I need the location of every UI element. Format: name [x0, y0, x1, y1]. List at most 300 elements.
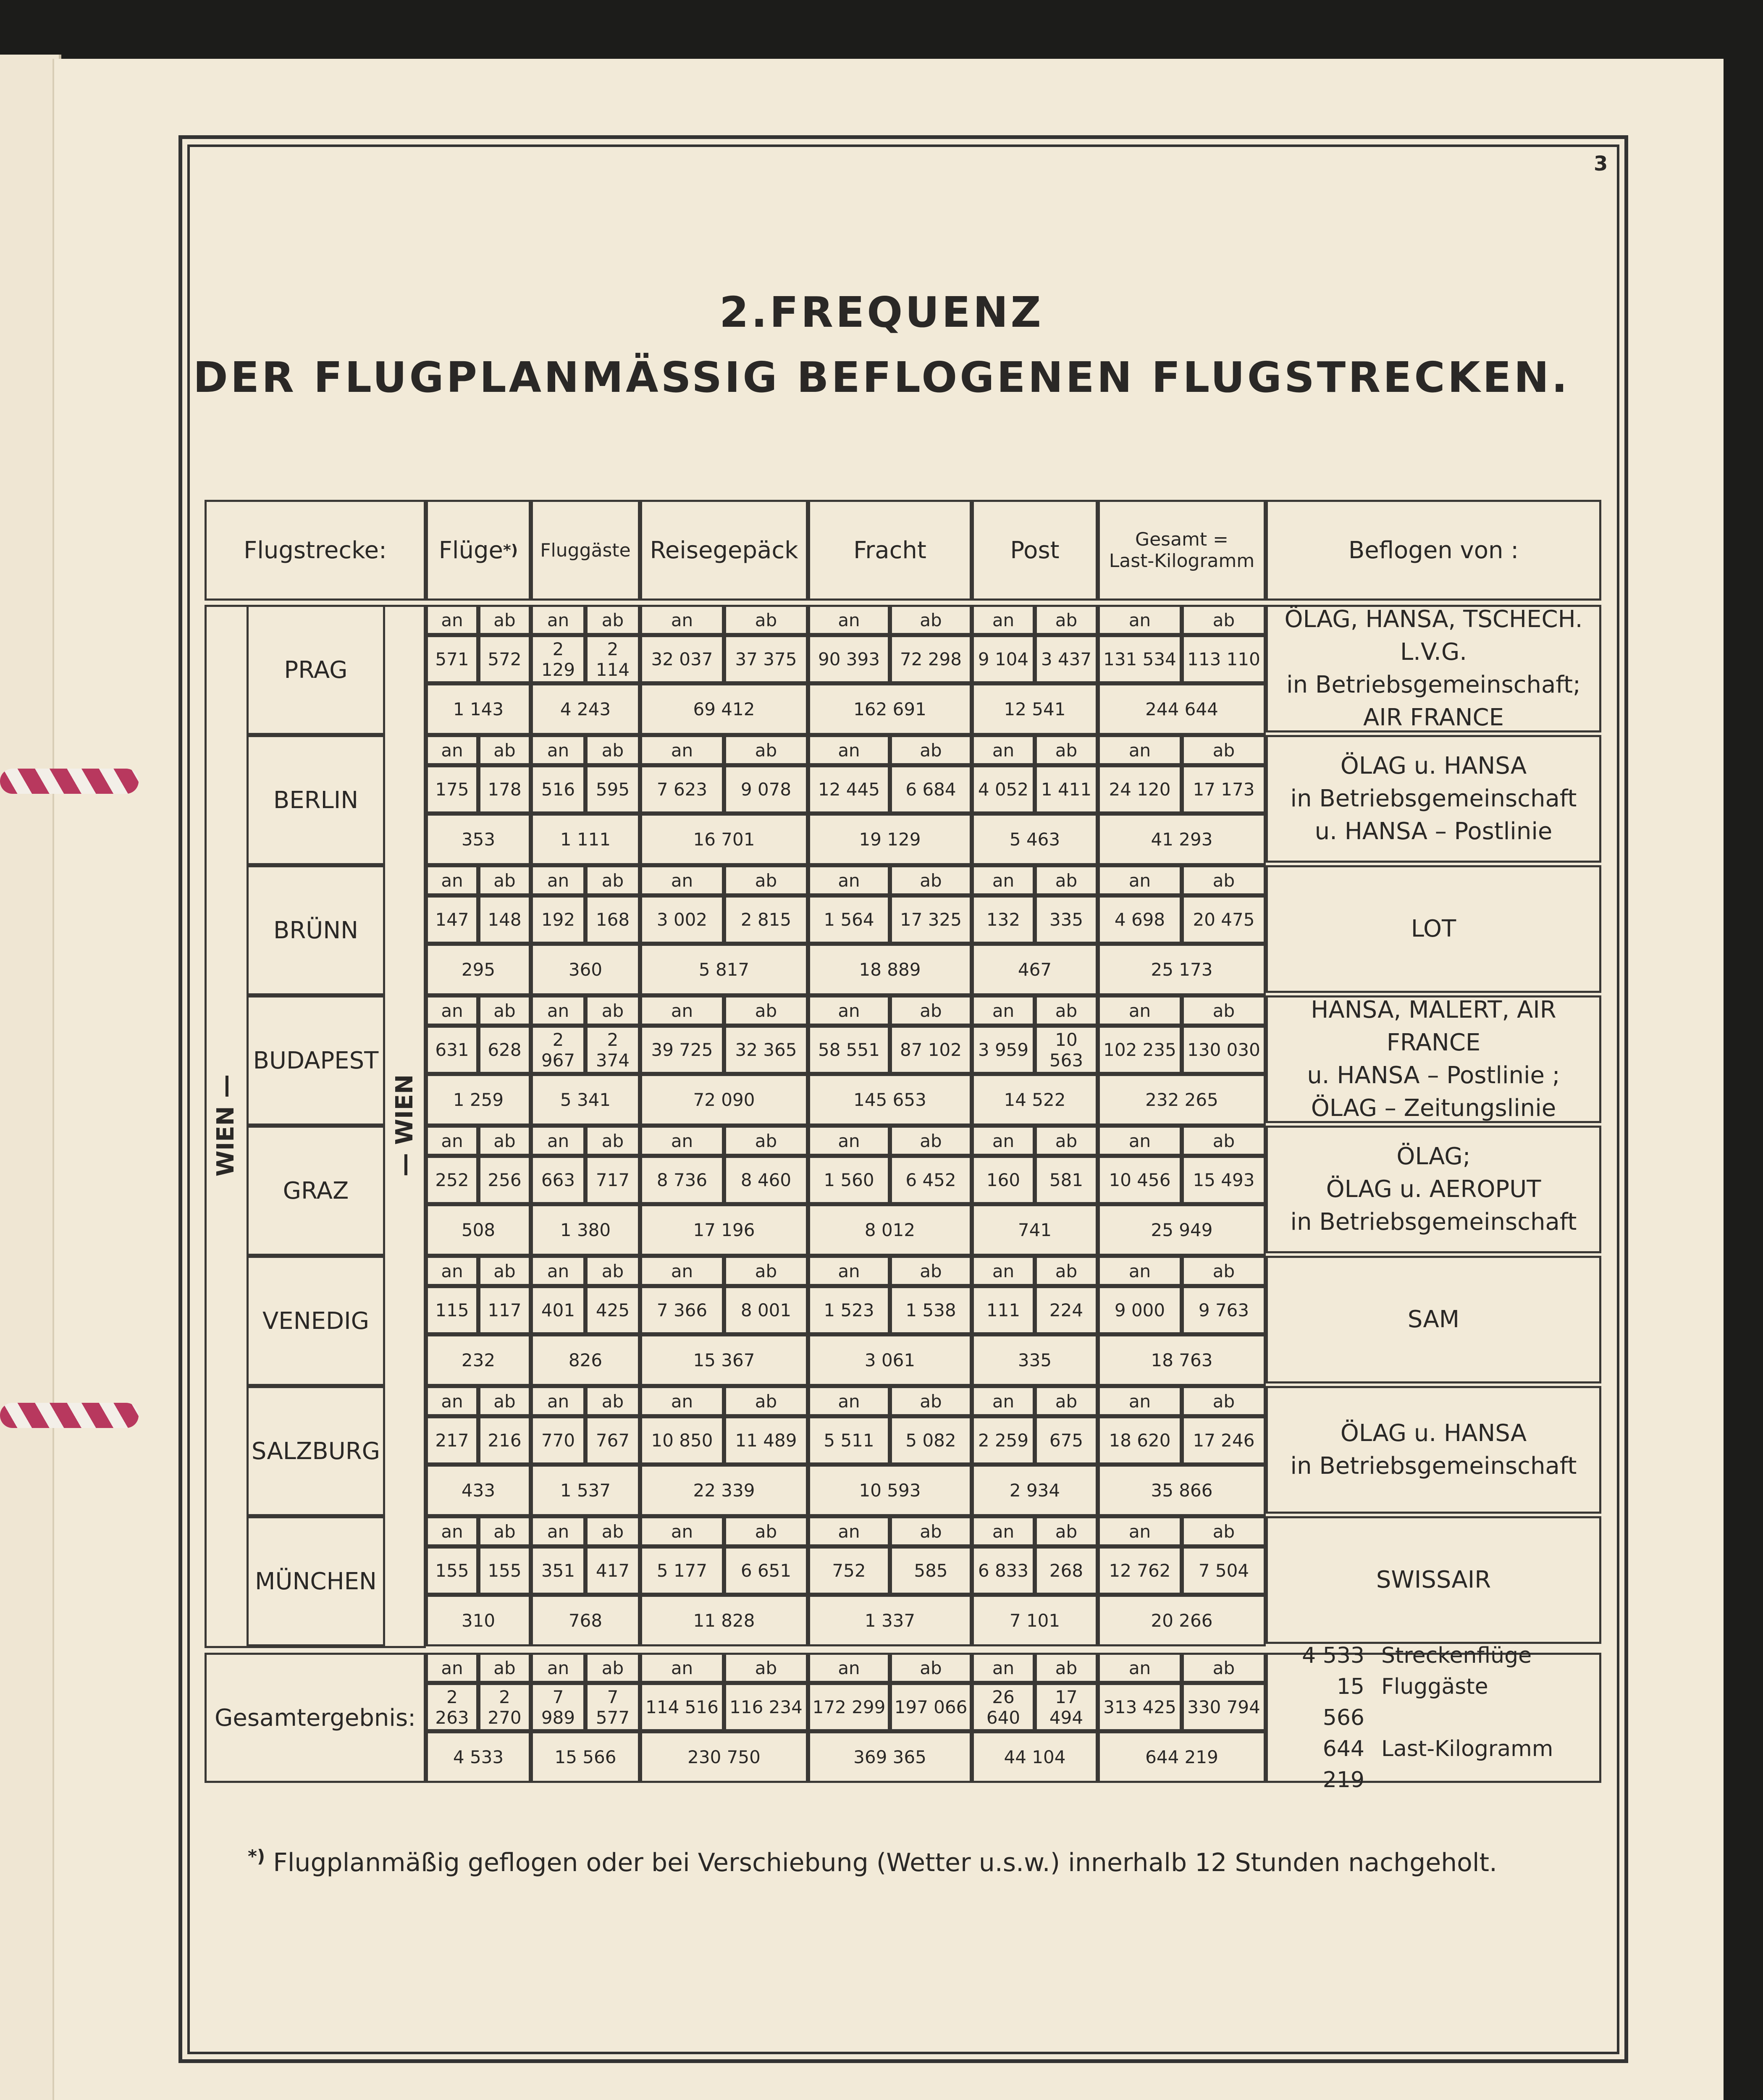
route-ab-value: 15 493: [1182, 1156, 1266, 1204]
route-an-label: an: [640, 865, 724, 895]
route-an-label: an: [531, 865, 585, 895]
header-route: Flugstrecke:: [205, 500, 426, 601]
route-an-value: 4 698: [1098, 895, 1182, 944]
route-ab-value: 6 651: [724, 1546, 808, 1595]
summary-cell: Streckenflüge: [1381, 1643, 1532, 1668]
route-city: BERLIN: [247, 735, 385, 865]
route-city: VENEDIG: [247, 1256, 385, 1386]
route-an-label: an: [808, 1386, 890, 1416]
route-an-value: 58 551: [808, 1026, 890, 1074]
route-an-label: an: [808, 1126, 890, 1156]
route-an-label: an: [972, 1516, 1035, 1546]
route-ab-label: ab: [890, 1516, 972, 1546]
route-ab-value: 9 078: [724, 765, 808, 814]
route-an-value: 155: [426, 1546, 478, 1595]
route-sum: 20 266: [1098, 1595, 1266, 1646]
route-an-value: 24 120: [1098, 765, 1182, 814]
header-total-line: Last-Kilogramm: [1109, 550, 1255, 572]
total-sum: 230 750: [640, 1731, 808, 1783]
route-ab-value: 417: [585, 1546, 640, 1595]
route-an-value: 9 000: [1098, 1286, 1182, 1334]
route-ab-value: 168: [585, 895, 640, 944]
total-sum: 369 365: [808, 1731, 972, 1783]
route-an-value: 2 129: [531, 635, 585, 683]
route-an-label: an: [640, 735, 724, 765]
header-baggage: Reisegepäck: [640, 500, 808, 601]
total-ab-value: 17 494: [1035, 1683, 1098, 1731]
route-an-label: an: [531, 1256, 585, 1286]
route-ab-label: ab: [724, 1256, 808, 1286]
route-an-value: 115: [426, 1286, 478, 1334]
route-sum: 25 949: [1098, 1204, 1266, 1256]
route-an-value: 516: [531, 765, 585, 814]
route-sum: 508: [426, 1204, 531, 1256]
route-an-label: an: [1098, 995, 1182, 1026]
total-ab-label: ab: [724, 1653, 808, 1683]
route-an-label: an: [531, 995, 585, 1026]
route-ab-value: 148: [478, 895, 531, 944]
total-ab-label: ab: [1035, 1653, 1098, 1683]
route-ab-value: 256: [478, 1156, 531, 1204]
route-ab-value: 10 563: [1035, 1026, 1098, 1074]
route-sum: 5 817: [640, 944, 808, 995]
route-sum: 360: [531, 944, 640, 995]
total-ab-value: 2 270: [478, 1683, 531, 1731]
route-ab-label: ab: [478, 1386, 531, 1416]
total-sum: 15 566: [531, 1731, 640, 1783]
route-ab-value: 2 114: [585, 635, 640, 683]
total-an-value: 7 989: [531, 1683, 585, 1731]
route-ab-label: ab: [585, 1256, 640, 1286]
route-ab-label: ab: [890, 1126, 972, 1156]
route-sum: 72 090: [640, 1074, 808, 1126]
route-an-value: 7 623: [640, 765, 724, 814]
route-an-label: an: [1098, 1386, 1182, 1416]
route-ab-value: 585: [890, 1546, 972, 1595]
route-ab-label: ab: [478, 605, 531, 635]
wien-left-label: [205, 605, 247, 1646]
route-an-value: 9 104: [972, 635, 1035, 683]
route-an-value: 2 967: [531, 1026, 585, 1074]
route-ab-label: ab: [890, 1386, 972, 1416]
route-ab-value: 7 504: [1182, 1546, 1266, 1595]
total-ab-value: 116 234: [724, 1683, 808, 1731]
route-ab-value: 155: [478, 1546, 531, 1595]
route-ab-label: ab: [724, 1516, 808, 1546]
route-an-value: 132: [972, 895, 1035, 944]
route-ab-label: ab: [585, 605, 640, 635]
route-sum: 15 367: [640, 1334, 808, 1386]
total-label: Gesamtergebnis:: [205, 1653, 426, 1783]
route-an-label: an: [426, 1516, 478, 1546]
route-ab-label: ab: [585, 865, 640, 895]
route-an-label: an: [640, 1256, 724, 1286]
route-sum: 18 763: [1098, 1334, 1266, 1386]
route-an-label: an: [426, 1126, 478, 1156]
route-ab-value: 9 763: [1182, 1286, 1266, 1334]
route-an-label: an: [1098, 735, 1182, 765]
total-sum: 44 104: [972, 1731, 1098, 1783]
route-an-value: 770: [531, 1416, 585, 1465]
route-ab-value: 581: [1035, 1156, 1098, 1204]
route-an-value: 6 833: [972, 1546, 1035, 1595]
total-ab-label: ab: [478, 1653, 531, 1683]
route-an-value: 217: [426, 1416, 478, 1465]
route-an-label: an: [972, 605, 1035, 635]
route-ab-label: ab: [1182, 1256, 1266, 1286]
summary-row: [1268, 1733, 1599, 1796]
route-ab-label: ab: [1035, 605, 1098, 635]
frequency-table: [205, 500, 1601, 1798]
operator-line: ÖLAG, HANSA, TSCHECH. L.V.G.: [1284, 606, 1583, 666]
route-ab-value: 2 374: [585, 1026, 640, 1074]
route-an-value: 3 002: [640, 895, 724, 944]
route-an-label: an: [640, 1516, 724, 1546]
route-an-value: 663: [531, 1156, 585, 1204]
route-ab-value: 72 298: [890, 635, 972, 683]
footnote-mark: *): [248, 1846, 265, 1866]
route-ab-value: 37 375: [724, 635, 808, 683]
route-ab-label: ab: [724, 995, 808, 1026]
route-an-value: 147: [426, 895, 478, 944]
route-ab-value: 572: [478, 635, 531, 683]
total-ab-value: 7 577: [585, 1683, 640, 1731]
route-sum: 69 412: [640, 683, 808, 735]
route-sum: 433: [426, 1465, 531, 1516]
route-an-value: 1 523: [808, 1286, 890, 1334]
route-operator: [1266, 605, 1601, 732]
route-ab-value: 17 325: [890, 895, 972, 944]
total-an-value: 114 516: [640, 1683, 724, 1731]
route-ab-value: 11 489: [724, 1416, 808, 1465]
route-an-label: an: [808, 865, 890, 895]
route-sum: 232 265: [1098, 1074, 1266, 1126]
route-sum: 17 196: [640, 1204, 808, 1256]
route-sum: 162 691: [808, 683, 972, 735]
route-ab-label: ab: [478, 995, 531, 1026]
route-an-label: an: [972, 1386, 1035, 1416]
route-an-label: an: [972, 995, 1035, 1026]
route-an-label: an: [972, 735, 1035, 765]
route-sum: 8 012: [808, 1204, 972, 1256]
route-city: SALZBURG: [247, 1386, 385, 1516]
route-sum: 145 653: [808, 1074, 972, 1126]
route-sum: 1 380: [531, 1204, 640, 1256]
route-an-value: 10 456: [1098, 1156, 1182, 1204]
route-ab-label: ab: [890, 735, 972, 765]
route-ab-value: 595: [585, 765, 640, 814]
route-an-value: 631: [426, 1026, 478, 1074]
route-ab-value: 5 082: [890, 1416, 972, 1465]
route-ab-label: ab: [890, 865, 972, 895]
route-an-value: 12 445: [808, 765, 890, 814]
route-sum: 244 644: [1098, 683, 1266, 735]
operator-line: u. HANSA – Postlinie: [1314, 818, 1553, 845]
total-an-label: an: [972, 1653, 1035, 1683]
route-ab-label: ab: [585, 1386, 640, 1416]
route-ab-value: 87 102: [890, 1026, 972, 1074]
route-operator: [1266, 1256, 1601, 1383]
total-an-label: an: [808, 1653, 890, 1683]
route-ab-value: 32 365: [724, 1026, 808, 1074]
route-ab-value: 628: [478, 1026, 531, 1074]
summary-cell: Last-Kilogramm: [1381, 1736, 1553, 1761]
operator-line: in Betriebsgemeinschaft: [1290, 1208, 1577, 1236]
header-flights-mark: *): [503, 541, 518, 559]
route-ab-label: ab: [1035, 995, 1098, 1026]
route-sum: 3 061: [808, 1334, 972, 1386]
route-sum: 295: [426, 944, 531, 995]
route-ab-label: ab: [1182, 605, 1266, 635]
operator-line: AIR FRANCE: [1363, 704, 1504, 731]
route-operator: [1266, 865, 1601, 993]
summary-row: [1268, 1640, 1599, 1671]
route-an-label: an: [1098, 1126, 1182, 1156]
route-sum: 18 889: [808, 944, 972, 995]
route-an-value: 351: [531, 1546, 585, 1595]
wien-right-label: [383, 605, 426, 1646]
route-city: BRÜNN: [247, 865, 385, 995]
route-an-value: 1 564: [808, 895, 890, 944]
total-an-value: 26 640: [972, 1683, 1035, 1731]
total-sum: 4 533: [426, 1731, 531, 1783]
route-ab-value: 1 538: [890, 1286, 972, 1334]
route-ab-value: 216: [478, 1416, 531, 1465]
route-sum: 25 173: [1098, 944, 1266, 995]
route-ab-label: ab: [890, 605, 972, 635]
route-an-label: an: [640, 1126, 724, 1156]
route-an-label: an: [640, 995, 724, 1026]
route-ab-label: ab: [478, 865, 531, 895]
route-ab-label: ab: [585, 1516, 640, 1546]
route-ab-value: 767: [585, 1416, 640, 1465]
route-operator: [1266, 1516, 1601, 1644]
route-operator: [1266, 995, 1601, 1123]
footnote-text: Flugplanmäßig geflogen oder bei Verschiebung (Wetter u.s.w.) innerhalb 12 Stunden nachgeholt.: [273, 1848, 1498, 1877]
route-an-label: an: [531, 1126, 585, 1156]
header-flights: [426, 500, 531, 601]
binding-cord: [0, 769, 139, 794]
route-an-label: an: [531, 605, 585, 635]
route-sum: 22 339: [640, 1465, 808, 1516]
total-ab-label: ab: [1182, 1653, 1266, 1683]
route-an-label: an: [972, 1256, 1035, 1286]
header-passengers: Fluggäste: [531, 500, 640, 601]
route-ab-value: 675: [1035, 1416, 1098, 1465]
route-sum: 1 111: [531, 814, 640, 865]
page-number: 3: [1594, 152, 1608, 176]
route-ab-value: 20 475: [1182, 895, 1266, 944]
total-an-label: an: [1098, 1653, 1182, 1683]
route-ab-label: ab: [1035, 1386, 1098, 1416]
route-ab-label: ab: [1035, 865, 1098, 895]
route-ab-label: ab: [478, 1126, 531, 1156]
route-an-value: 18 620: [1098, 1416, 1182, 1465]
route-an-label: an: [426, 605, 478, 635]
operator-line: ÖLAG u. AEROPUT: [1326, 1176, 1541, 1203]
route-an-value: 7 366: [640, 1286, 724, 1334]
route-city: GRAZ: [247, 1126, 385, 1256]
total-ab-value: 197 066: [890, 1683, 972, 1731]
summary-cell: Fluggäste: [1381, 1674, 1488, 1699]
route-ab-value: 717: [585, 1156, 640, 1204]
route-ab-value: 2 815: [724, 895, 808, 944]
route-ab-label: ab: [724, 865, 808, 895]
route-ab-label: ab: [585, 995, 640, 1026]
route-an-value: 39 725: [640, 1026, 724, 1074]
header-freight: Fracht: [808, 500, 972, 601]
route-ab-label: ab: [478, 735, 531, 765]
route-ab-value: 6 452: [890, 1156, 972, 1204]
route-an-value: 12 762: [1098, 1546, 1182, 1595]
route-ab-label: ab: [1182, 1126, 1266, 1156]
route-ab-label: ab: [1035, 735, 1098, 765]
route-sum: 1 337: [808, 1595, 972, 1646]
route-sum: 768: [531, 1595, 640, 1646]
route-an-label: an: [972, 865, 1035, 895]
route-an-value: 2 259: [972, 1416, 1035, 1465]
summary-cell: 644 219: [1322, 1736, 1364, 1793]
route-sum: 335: [972, 1334, 1098, 1386]
route-ab-value: 117: [478, 1286, 531, 1334]
route-sum: 16 701: [640, 814, 808, 865]
header-flights-label: Flüge: [438, 536, 503, 564]
title-line-2: DER FLUGPLANMÄSSIG BEFLOGENEN FLUGSTRECKEN.: [193, 353, 1570, 402]
route-city: BUDAPEST: [247, 995, 385, 1126]
route-ab-value: 178: [478, 765, 531, 814]
route-an-label: an: [1098, 1256, 1182, 1286]
route-ab-value: 335: [1035, 895, 1098, 944]
route-an-value: 160: [972, 1156, 1035, 1204]
route-ab-label: ab: [478, 1516, 531, 1546]
route-ab-label: ab: [1182, 1386, 1266, 1416]
route-city: MÜNCHEN: [247, 1516, 385, 1646]
route-an-value: 90 393: [808, 635, 890, 683]
route-an-label: an: [808, 995, 890, 1026]
route-operator: [1266, 735, 1601, 863]
route-an-label: an: [531, 1516, 585, 1546]
route-an-label: an: [640, 1386, 724, 1416]
route-sum: 4 243: [531, 683, 640, 735]
route-ab-label: ab: [1182, 1516, 1266, 1546]
route-ab-label: ab: [1182, 735, 1266, 765]
route-sum: 232: [426, 1334, 531, 1386]
title-line-1: 2.FREQUENZ: [719, 288, 1044, 337]
route-sum: 1 259: [426, 1074, 531, 1126]
total-ab-label: ab: [585, 1653, 640, 1683]
route-sum: 19 129: [808, 814, 972, 865]
route-an-label: an: [426, 1386, 478, 1416]
route-an-value: 192: [531, 895, 585, 944]
route-ab-label: ab: [585, 735, 640, 765]
route-ab-label: ab: [890, 1256, 972, 1286]
total-sum: 644 219: [1098, 1731, 1266, 1783]
route-an-value: 1 560: [808, 1156, 890, 1204]
operator-line: HANSA, MALERT, AIR FRANCE: [1311, 996, 1556, 1056]
route-sum: 41 293: [1098, 814, 1266, 865]
route-an-value: 3 959: [972, 1026, 1035, 1074]
route-sum: 35 866: [1098, 1465, 1266, 1516]
route-an-label: an: [531, 735, 585, 765]
route-an-value: 4 052: [972, 765, 1035, 814]
route-ab-value: 17 173: [1182, 765, 1266, 814]
operator-line: ÖLAG u. HANSA: [1340, 752, 1527, 780]
operator-line: in Betriebsgemeinschaft;: [1286, 671, 1581, 698]
route-operator: [1266, 1386, 1601, 1514]
route-an-value: 10 850: [640, 1416, 724, 1465]
total-an-value: 172 299: [808, 1683, 890, 1731]
route-sum: 1 143: [426, 683, 531, 735]
route-operator: [1266, 1126, 1601, 1253]
route-ab-value: 8 460: [724, 1156, 808, 1204]
route-an-value: 8 736: [640, 1156, 724, 1204]
route-sum: 12 541: [972, 683, 1098, 735]
wien-left-text: WIEN —: [212, 1074, 239, 1177]
summary-cell: 4 533: [1302, 1643, 1364, 1668]
route-ab-value: 8 001: [724, 1286, 808, 1334]
route-an-value: 131 534: [1098, 635, 1182, 683]
route-sum: 1 537: [531, 1465, 640, 1516]
route-an-label: an: [808, 1256, 890, 1286]
route-sum: 826: [531, 1334, 640, 1386]
route-an-label: an: [426, 735, 478, 765]
route-an-label: an: [808, 605, 890, 635]
route-sum: 5 463: [972, 814, 1098, 865]
operator-line: SWISSAIR: [1376, 1566, 1491, 1593]
route-an-value: 401: [531, 1286, 585, 1334]
route-an-value: 102 235: [1098, 1026, 1182, 1074]
route-ab-value: 17 246: [1182, 1416, 1266, 1465]
route-an-label: an: [426, 1256, 478, 1286]
route-an-value: 5 511: [808, 1416, 890, 1465]
route-an-label: an: [1098, 1516, 1182, 1546]
route-ab-value: 113 110: [1182, 635, 1266, 683]
operator-line: ÖLAG – Zeitungslinie: [1311, 1095, 1556, 1122]
total-ab-value: 330 794: [1182, 1683, 1266, 1731]
route-an-value: 32 037: [640, 635, 724, 683]
route-ab-label: ab: [724, 735, 808, 765]
route-ab-label: ab: [890, 995, 972, 1026]
route-an-label: an: [426, 995, 478, 1026]
header-total: [1098, 500, 1266, 601]
route-ab-label: ab: [1035, 1256, 1098, 1286]
operator-line: SAM: [1407, 1306, 1460, 1333]
route-sum: 10 593: [808, 1465, 972, 1516]
route-ab-label: ab: [1182, 995, 1266, 1026]
total-an-label: an: [531, 1653, 585, 1683]
total-an-value: 2 263: [426, 1683, 478, 1731]
route-an-label: an: [1098, 865, 1182, 895]
route-an-value: 571: [426, 635, 478, 683]
route-an-label: an: [808, 735, 890, 765]
total-ab-label: ab: [890, 1653, 972, 1683]
header-operators: Beflogen von :: [1266, 500, 1601, 601]
route-sum: 5 341: [531, 1074, 640, 1126]
route-ab-value: 268: [1035, 1546, 1098, 1595]
route-ab-label: ab: [724, 1126, 808, 1156]
route-sum: 2 934: [972, 1465, 1098, 1516]
route-ab-value: 3 437: [1035, 635, 1098, 683]
operator-line: in Betriebsgemeinschaft: [1290, 785, 1577, 812]
summary-cell: 15 566: [1322, 1674, 1364, 1730]
operator-line: LOT: [1411, 915, 1456, 942]
route-an-value: 175: [426, 765, 478, 814]
footnote: [248, 1846, 1497, 1877]
route-sum: 14 522: [972, 1074, 1098, 1126]
route-an-value: 5 177: [640, 1546, 724, 1595]
header-total-line: Gesamt =: [1135, 529, 1229, 550]
route-ab-label: ab: [1035, 1126, 1098, 1156]
